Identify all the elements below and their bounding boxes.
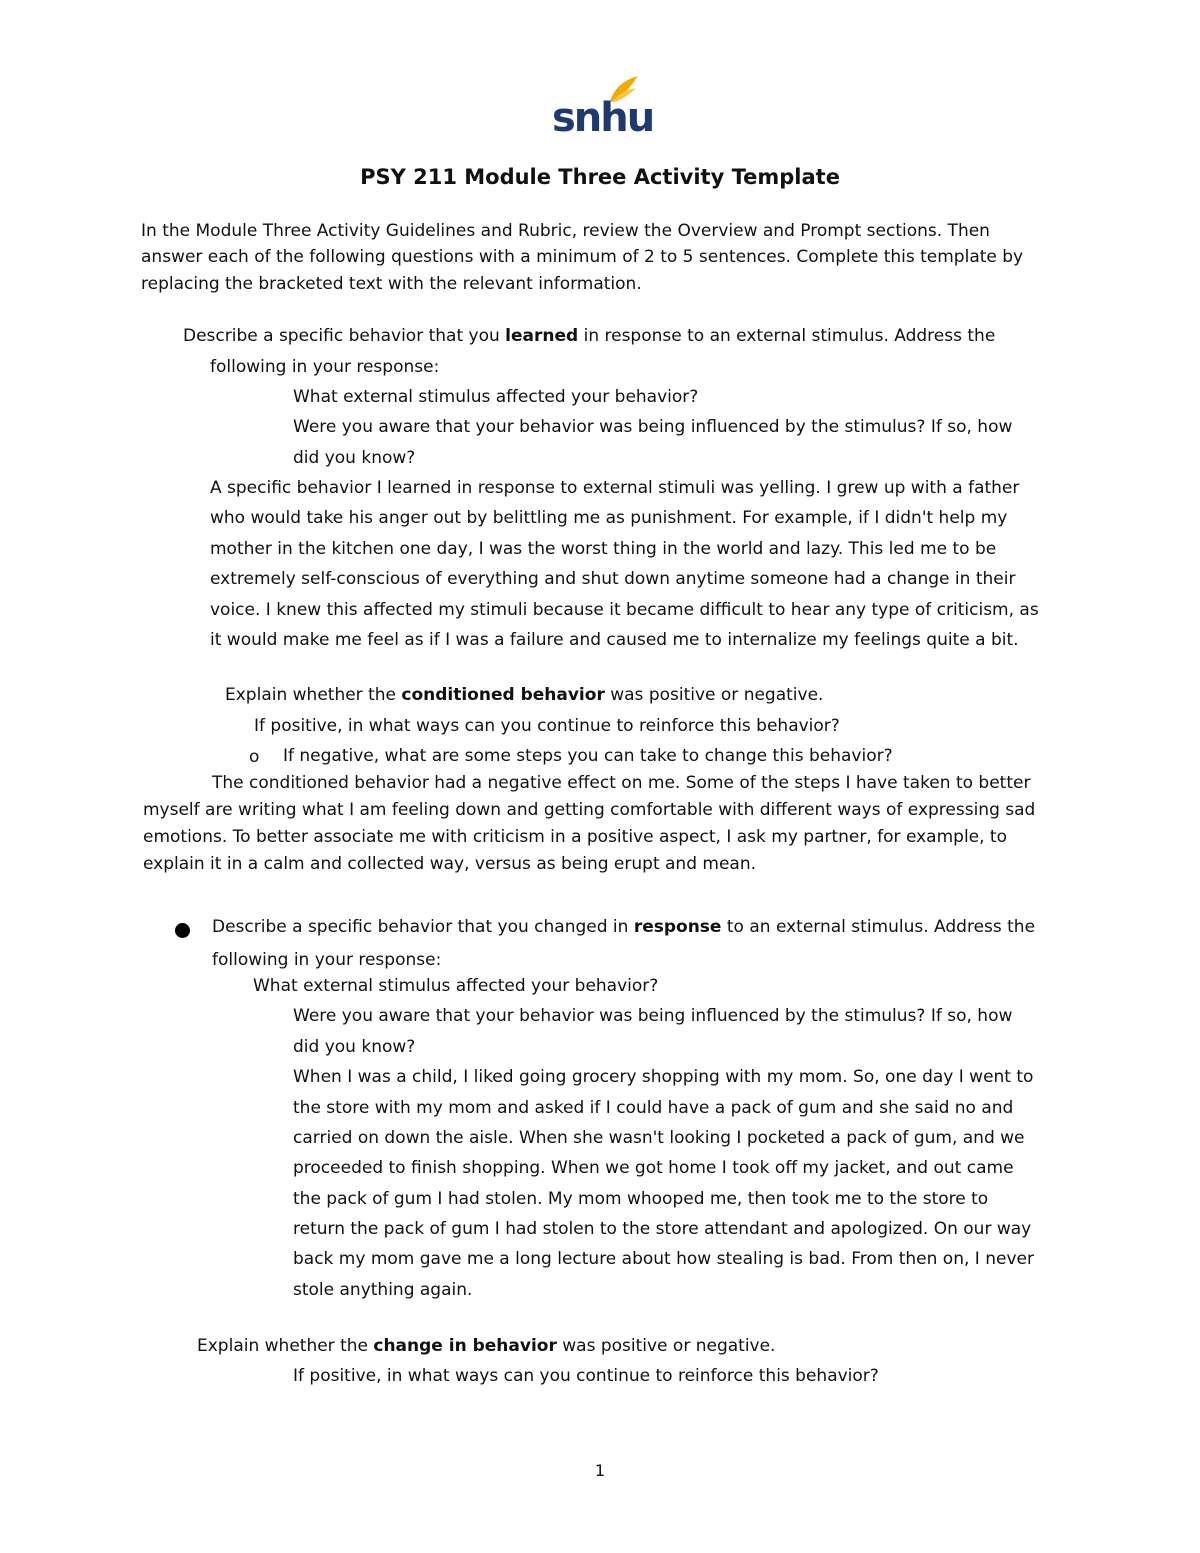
answer-line: the pack of gum I had stolen. My mom whooped me, then took me to the store to [293, 1189, 989, 1209]
logo-wordmark: snhu [552, 95, 654, 141]
answer-line: proceeded to finish shopping. When we got home I took off my jacket, and out came [293, 1158, 1014, 1178]
answer-line: myself are writing what I am feeling down and getting comfortable with different ways of expressing sad [143, 800, 1036, 820]
answer-line: emotions. To better associate me with criticism in a positive aspect, I ask my partner, for example, to [143, 827, 1007, 847]
list-marker: o [249, 747, 260, 767]
question-1-sub-1: What external stimulus affected your behavior? [293, 387, 699, 407]
intro-line: answer each of the following questions with a minimum of 2 to 5 sentences. Complete this template by [141, 247, 1024, 267]
page-title: PSY 211 Module Three Activity Template [360, 165, 840, 189]
question-2-sub-2: If negative, what are some steps you can take to change this behavior? [283, 746, 893, 766]
question-1-prompt-cont: following in your response: [210, 357, 440, 377]
answer-line: extremely self-conscious of everything and shut down anytime someone had a change in their [210, 569, 1016, 589]
answer-line: mother in the kitchen one day, I was the worst thing in the world and lazy. This led me to be [210, 539, 997, 559]
snhu-logo [552, 74, 654, 141]
answer-line: who would take his anger out by belittling me as punishment. For example, if I didn't help my [210, 508, 1008, 528]
intro-line: replacing the bracketed text with the relevant information. [141, 274, 642, 294]
question-3-sub-2-cont: did you know? [293, 1037, 416, 1057]
answer-line: return the pack of gum I had stolen to the store attendant and apologized. On our way [293, 1219, 1032, 1239]
answer-line: stole anything again. [293, 1280, 473, 1300]
answer-line: voice. I knew this affected my stimuli because it became difficult to hear any type of criticism, as [210, 600, 1039, 620]
question-4-sub-1: If positive, in what ways can you continue to reinforce this behavior? [293, 1366, 879, 1386]
question-4-prompt: Explain whether the change in behavior was positive or negative. [197, 1336, 776, 1356]
page-number: 1 [594, 1461, 606, 1480]
question-3-sub-2: Were you aware that your behavior was being influenced by the stimulus? If so, how [293, 1006, 1013, 1026]
question-2-sub-1: If positive, in what ways can you continue to reinforce this behavior? [254, 716, 840, 736]
answer-line: it would make me feel as if I was a failure and caused me to internalize my feelings quite a bit. [210, 630, 1019, 650]
answer-line: explain it in a calm and collected way, versus as being erupt and mean. [143, 854, 757, 874]
answer-line: back my mom gave me a long lecture about how stealing is bad. From then on, I never [293, 1249, 1034, 1269]
answer-line: The conditioned behavior had a negative effect on me. Some of the steps I have taken to better [212, 773, 1031, 793]
question-3-sub-1: What external stimulus affected your behavior? [253, 976, 659, 996]
answer-line: carried on down the aisle. When she wasn't looking I pocketed a pack of gum, and we [293, 1128, 1025, 1148]
intro-line: In the Module Three Activity Guidelines and Rubric, review the Overview and Prompt sections. Then [141, 221, 990, 241]
answer-line: the store with my mom and asked if I could have a pack of gum and she said no and [293, 1098, 1014, 1118]
bullet-icon [175, 923, 190, 938]
question-1-prompt: Describe a specific behavior that you learned in response to an external stimulus. Address the [183, 326, 996, 346]
question-3-prompt-cont: following in your response: [212, 950, 442, 970]
question-1-sub-2-cont: did you know? [293, 448, 416, 468]
answer-line: A specific behavior I learned in response to external stimuli was yelling. I grew up with a father [210, 478, 1020, 498]
answer-line: When I was a child, I liked going grocery shopping with my mom. So, one day I went to [293, 1067, 1034, 1087]
question-1-sub-2: Were you aware that your behavior was being influenced by the stimulus? If so, how [293, 417, 1013, 437]
question-3-prompt: Describe a specific behavior that you changed in response to an external stimulus. Address the [212, 917, 1036, 937]
question-2-prompt: Explain whether the conditioned behavior was positive or negative. [225, 685, 824, 705]
